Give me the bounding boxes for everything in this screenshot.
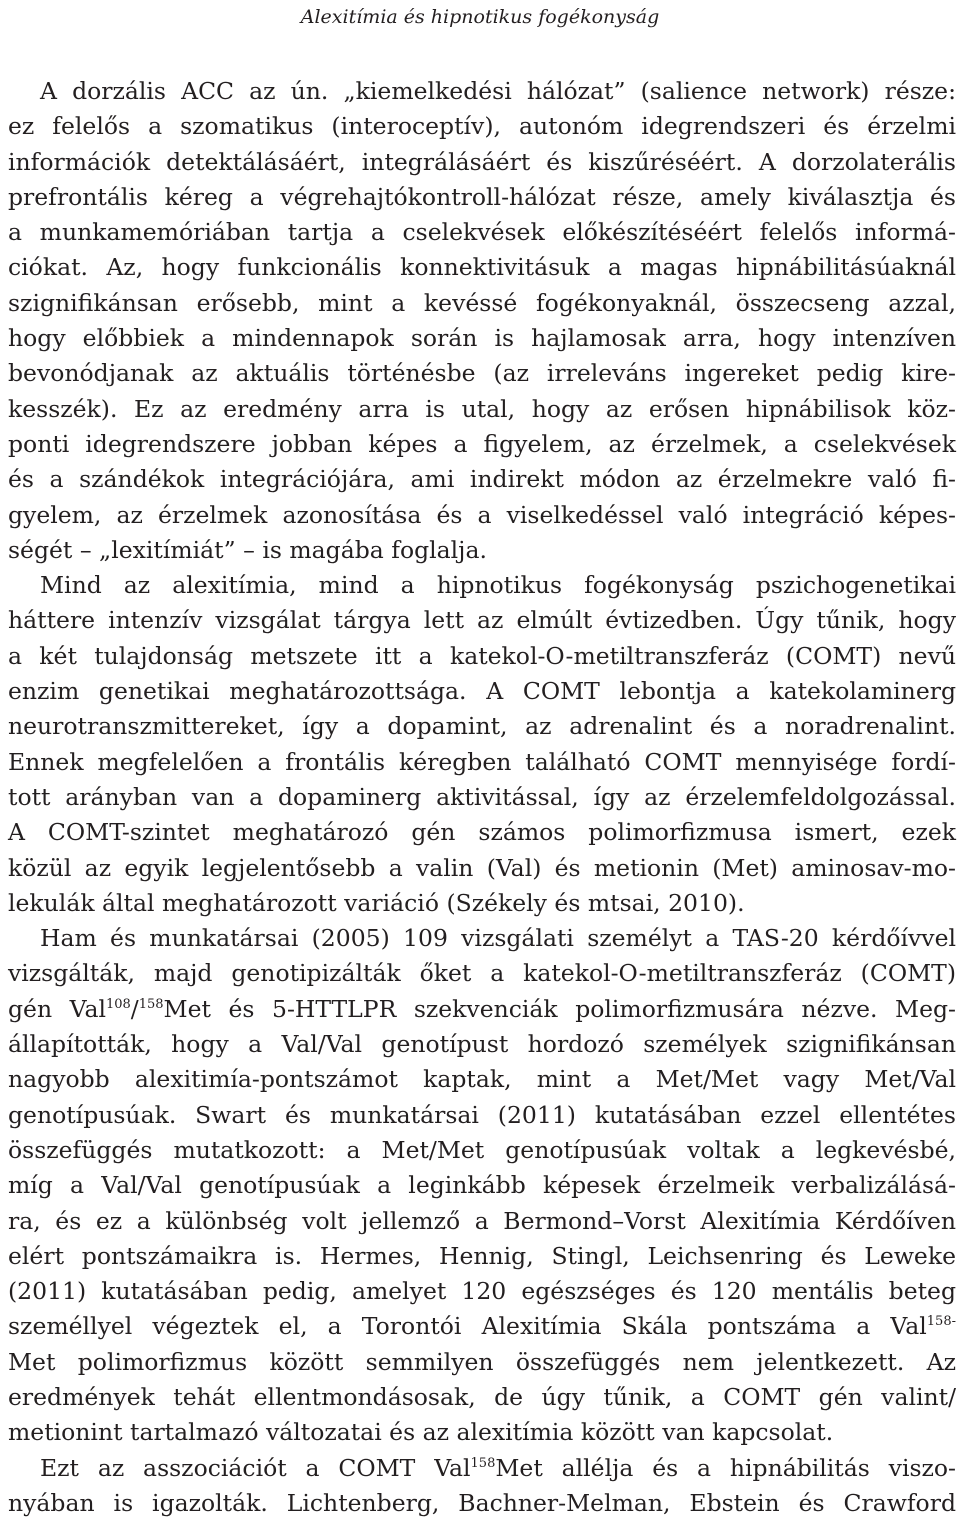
text-line: Ham és munkatársai (2005) 109 vizsgálati személyt a TAS-20 kérdőívvel <box>40 924 956 953</box>
text-line: A COMT-szintet meghatározó gén számos polimorfizmusa ismert, ezek <box>8 818 956 847</box>
text-line: háttere intenzív vizsgálat tárgya lett az elmúlt évtizedben. Úgy tűnik, hogy <box>8 606 956 635</box>
text-fragment: Met és 5-HTTLPR szekvenciák polimorfizmusára nézve. Meg- <box>163 994 956 1023</box>
text-line: A dorzális ACC az ún. „kiemelkedési hálózat” (salience network) része: <box>40 77 956 105</box>
text-line: információk detektálásáért, integrálásáért és kiszűréséért. A dorzolaterális <box>8 147 956 176</box>
text-line: eredmények tehát ellentmondásosak, de úgy tűnik, a COMT gén valint/ <box>8 1382 956 1411</box>
superscript: 108 <box>105 996 131 1012</box>
text-line: vizsgálták, majd genotipizálták őket a katekol-O-metiltranszferáz (COMT) <box>8 959 956 988</box>
text-line: prefrontális kéreg a végrehajtókontroll-hálózat része, amely kiválasztja és <box>8 182 956 211</box>
text-line: neurotranszmittereket, így a dopamint, az adrenalint és a noradrenalint. <box>8 712 956 741</box>
text-line-superscript <box>8 992 956 1027</box>
text-line: és a szándékok integrációjára, ami indirekt módon az érzelmekre való fi- <box>8 465 956 494</box>
text-fragment: / <box>130 994 139 1023</box>
text-line: nyában is igazolták. Lichtenberg, Bachner-Melman, Ebstein és Crawford <box>8 1488 956 1517</box>
text-line: a két tulajdonság metszete itt a katekol-O-metiltranszferáz (COMT) nevű <box>8 641 956 670</box>
text-line: gyelem, az érzelmek azonosítása és a viselkedéssel való integráció képes- <box>8 500 956 529</box>
text-line: tott arányban van a dopaminerg aktivitással, így az érzelemfeldolgozással. <box>8 782 956 811</box>
text-line: szignifikánsan erősebb, mint a kevéssé fogékonyaknál, összecseng azzal, <box>8 288 956 317</box>
text-fragment: Met allélja és a hipnábilitás viszo- <box>495 1453 956 1482</box>
text-line: ciókat. Az, hogy funkcionális konnektivitásuk a magas hipnábilitásúaknál <box>8 253 956 282</box>
text-line: lekulák által meghatározott variáció (Székely és mtsai, 2010). <box>8 888 745 917</box>
text-line: a munkamemóriában tartja a cselekvések előkészítéséért felelős informá- <box>8 218 956 247</box>
superscript: 158 <box>470 1455 496 1471</box>
text-line: Met polimorfizmus között semmilyen összefüggés nem jelentkezett. Az <box>8 1347 956 1376</box>
text-line: elért pontszámaikra is. Hermes, Hennig, Stingl, Leichsenring és Leweke <box>8 1241 956 1270</box>
text-line: ségét – „lexitímiát” – is magába foglalja. <box>8 535 487 564</box>
text-line: míg a Val/Val genotípusúak a leginkább képesek érzelmeik verbalizálásá- <box>8 1171 956 1200</box>
text-line: közül az egyik legjelentősebb a valin (Val) és metionin (Met) aminosav-mo- <box>8 853 956 882</box>
text-line: nagyobb alexitimía-pontszámot kaptak, mint a Met/Met vagy Met/Val <box>8 1065 956 1094</box>
text-fragment: személlyel végeztek el, a Torontói Alexitímia Skála pontszáma a Val <box>8 1312 927 1341</box>
text-line: összefüggés mutatkozott: a Met/Met genotípusúak voltak a legkevésbé, <box>8 1135 956 1164</box>
text-line: hogy előbbiek a mindennapok során is hajlamosak arra, hogy intenzíven <box>8 324 956 353</box>
text-fragment: Ezt az asszociációt a COMT Val <box>40 1453 471 1482</box>
body-text <box>8 74 956 1521</box>
text-line: kesszék). Ez az eredmény arra is utal, hogy az erősen hipnábilisok köz- <box>8 394 956 423</box>
text-line-superscript <box>8 1451 956 1486</box>
text-line: Mind az alexitímia, mind a hipnotikus fogékonyság pszichogenetikai <box>40 571 956 600</box>
superscript: 158- <box>926 1314 956 1330</box>
text-line: enzim genetikai meghatározottsága. A COMT lebontja a katekolaminerg <box>8 677 956 706</box>
text-line: Ennek megfelelően a frontális kéregben található COMT mennyisége fordí- <box>8 747 956 776</box>
running-header: Alexitímia és hipnotikus fogékonyság <box>300 6 660 28</box>
superscript: 158 <box>138 996 164 1012</box>
text-line: (2011) kutatásában pedig, amelyet 120 egészséges és 120 mentális beteg <box>8 1277 956 1306</box>
text-line: bevonódjanak az aktuális történésbe (az irreleváns ingereket pedig kire- <box>8 359 956 388</box>
text-line: ra, és ez a különbség volt jellemző a Bermond–Vorst Alexitímia Kérdőíven <box>8 1206 956 1235</box>
text-line: genotípusúak. Swart és munkatársai (2011) kutatásában ezzel ellentétes <box>8 1100 956 1129</box>
text-line: ez felelős a szomatikus (interoceptív), autonóm idegrendszeri és érzelmi <box>8 112 956 141</box>
text-line: állapították, hogy a Val/Val genotípust hordozó személyek szignifikánsan <box>8 1030 956 1059</box>
text-line-superscript <box>8 1309 956 1344</box>
text-line: ponti idegrendszere jobban képes a figyelem, az érzelmek, a cselekvések <box>8 429 956 458</box>
text-line: metionint tartalmazó változatai és az alexitímia között van kapcsolat. <box>8 1418 834 1447</box>
text-fragment: gén Val <box>8 994 106 1023</box>
